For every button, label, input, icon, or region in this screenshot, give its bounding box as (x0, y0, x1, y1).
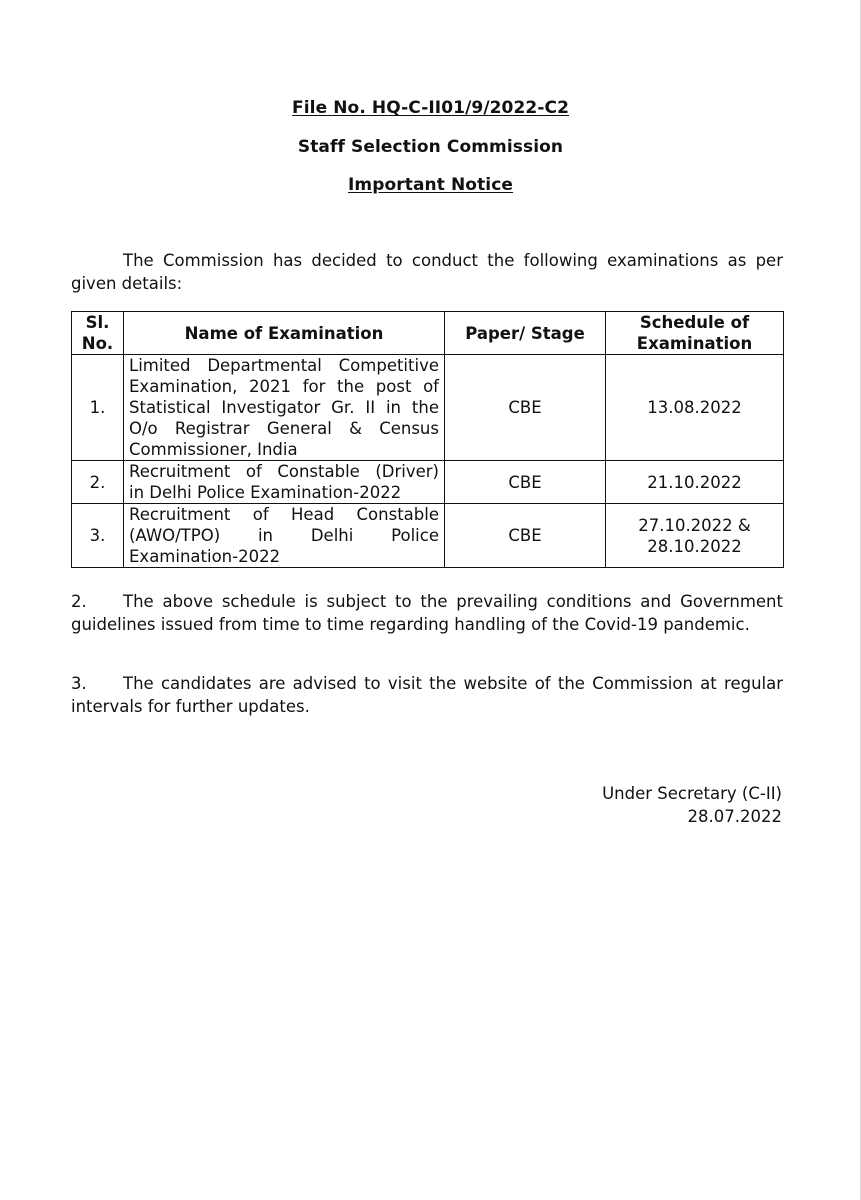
table-row (72, 355, 784, 461)
point-number: 2. (71, 592, 87, 611)
examination-schedule-table (71, 311, 784, 568)
signatory-designation: Under Secretary (C-II) (602, 784, 782, 803)
point-text: The candidates are advised to visit the website of the Commission at regular intervals for further updates. (71, 674, 783, 716)
column-header-name: Name of Examination (124, 312, 445, 355)
exam-name-line: in Delhi Police Examination-2022 (129, 483, 402, 502)
exam-name-line: Examination-2022 (129, 547, 281, 566)
exam-name-line: Recruitment of Head Constable (129, 505, 439, 524)
point-2-paragraph (71, 590, 783, 636)
exam-name-line: O/o Registrar General & Census (129, 419, 439, 438)
row-exam-name (124, 461, 445, 504)
row-stage: CBE (445, 461, 606, 504)
header-schedule: Schedule of Examination (636, 313, 753, 353)
row-stage: CBE (445, 355, 606, 461)
row-sl-no: 1. (72, 355, 124, 461)
notice-title: Important Notice (347, 175, 514, 195)
schedule-line: 28.10.2022 (647, 536, 742, 556)
exam-name-line: Recruitment of Constable (Driver) (129, 462, 439, 481)
schedule-line: 13.08.2022 (647, 398, 742, 417)
row-sl-no: 2. (72, 461, 124, 504)
schedule-line: 27.10.2022 & (638, 515, 751, 535)
point-3-paragraph (71, 672, 783, 718)
point-text: The above schedule is subject to the prevailing conditions and Government guidelines issued from time to time regarding handling of the Covid-19 pandemic. (71, 592, 783, 634)
notice-title-heading (0, 175, 861, 195)
exam-name-line: Limited Departmental Competitive (129, 356, 439, 375)
table-row (72, 461, 784, 504)
row-schedule (606, 504, 784, 568)
table-row (72, 504, 784, 568)
column-header-stage: Paper/ Stage (445, 312, 606, 355)
row-stage: CBE (445, 504, 606, 568)
point-number: 3. (71, 674, 87, 693)
table-header-row (72, 312, 784, 355)
schedule-line: 21.10.2022 (647, 472, 742, 492)
exam-name-line: Statistical Investigator Gr. II in the (129, 398, 439, 417)
file-number: File No. HQ-C-II01/9/2022-C2 (292, 98, 569, 118)
row-schedule (606, 461, 784, 504)
organisation-name: Staff Selection Commission (297, 137, 564, 157)
column-header-sl-no (72, 312, 124, 355)
column-header-schedule (606, 312, 784, 355)
signature-block (602, 782, 782, 828)
header-sl-no: Sl. No. (81, 313, 114, 353)
row-exam-name (124, 504, 445, 568)
row-sl-no: 3. (72, 504, 124, 568)
exam-name-line: (AWO/TPO) in Delhi Police (129, 526, 439, 545)
signature-date: 28.07.2022 (687, 807, 782, 826)
row-exam-name (124, 355, 445, 461)
row-schedule (606, 355, 784, 461)
exam-name-line: Commissioner, India (129, 440, 298, 459)
intro-paragraph: The Commission has decided to conduct the following examinations as per given details: (71, 251, 783, 293)
exam-name-line: Examination, 2021 for the post of (129, 377, 439, 396)
file-number-heading (0, 98, 861, 118)
